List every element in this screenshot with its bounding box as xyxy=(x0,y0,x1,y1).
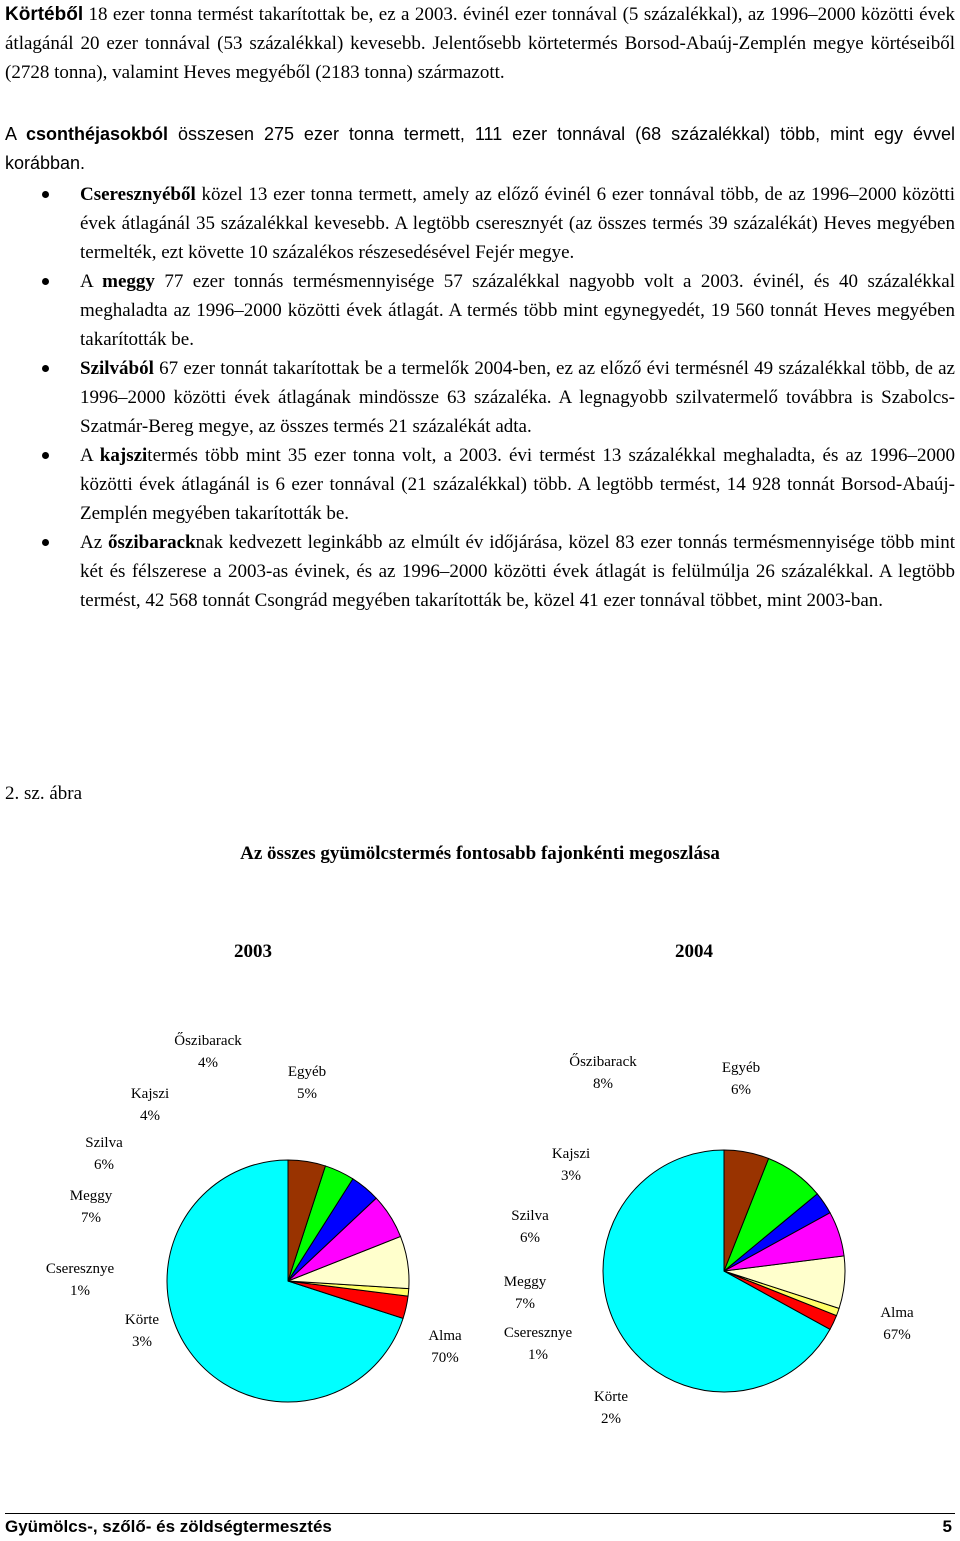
pie-label-value-2004-5: 3% xyxy=(561,1168,581,1184)
bullet-text: nak kedvezett leginkább az elmúlt év időjárása, közel 83 ezer tonnás termésmennyisége több mint két és félszerese a 2003-as évinek, és az 1996–2000 közötti évek átlagát is felülmúlja 26 százalékkal. A legtöbb termést, 42 568 tonnát Csongrád megyében takarították be, közel 41 ezer tonnával többet, mint 2003-ban. xyxy=(80,532,955,611)
pie-label-name-2003-4: Szilva xyxy=(85,1135,123,1151)
pie-label-value-2004-0: 67% xyxy=(883,1327,911,1343)
bullet-keyword: Cseresznyéből xyxy=(80,184,196,205)
pie-label-name-2003-6: Őszibarack xyxy=(174,1033,242,1049)
pie-label-name-2004-0: Alma xyxy=(880,1305,914,1321)
pie-label-value-2003-4: 6% xyxy=(94,1157,114,1173)
bullet-text: termés több mint 35 ezer tonna volt, a 2003. évi termést 13 százalékkal meghaladta, és az 1996–2000 közötti évek átlagánál is 6 ezer tonnával (21 százalékkal) több. A legtöbb termést, 14 928 tonnát Borsod-Abaúj-Zemplén megyében takarították be. xyxy=(80,445,955,524)
pie-label-value-2004-3: 7% xyxy=(515,1296,535,1312)
bullet-kajszi xyxy=(0,441,955,528)
pie-label-name-2003-0: Alma xyxy=(428,1328,462,1344)
pie-label-value-2003-7: 5% xyxy=(297,1086,317,1102)
bullet-oszibarack xyxy=(0,528,955,615)
bullet-keyword: Szilvából xyxy=(80,358,154,379)
chart-year-2004: 2004 xyxy=(675,941,713,962)
bullet-dot xyxy=(42,452,49,459)
bullet-pre: Az xyxy=(80,532,109,553)
pie-label-name-2003-1: Körte xyxy=(124,1312,160,1328)
pie-charts xyxy=(0,1020,960,1470)
pie-label-value-2004-6: 8% xyxy=(593,1076,613,1092)
bullet-text: közel 13 ezer tonna termett, amely az előző évinél 6 ezer tonnával több, de az 1996–2000 közötti évek átlagánál 35 százalékkal kevesebb. A legtöbb cseresznyét (az összes termés 39 százalékát) Heves megyében termelték, ezt követte 10 százalékos részesedésével Fejér megye. xyxy=(80,184,955,263)
paragraph-korte xyxy=(5,0,955,87)
paragraph-csonthejasok-lead: csonthéjasokból xyxy=(25,124,168,144)
bullet-dot xyxy=(42,539,49,546)
pie-label-value-2003-6: 4% xyxy=(198,1055,218,1071)
pie-label-name-2004-2: Cseresznye xyxy=(503,1325,573,1341)
pie-label-value-2004-4: 6% xyxy=(520,1230,540,1246)
paragraph-korte-text: 18 ezer tonna termést takarítottak be, ez a 2003. évinél ezer tonnával (5 százalékkal), az 1996–2000 közötti évek átlagánál 20 ezer tonnával (53 százalékkal) kevesebb. Jelentősebb körtetermés Borsod-Abaúj-Zemplén megye körtéseiből (2728 tonna), valamint Heves megyéből (2183 tonna) származott. xyxy=(5,4,955,83)
pie-label-value-2003-5: 4% xyxy=(140,1108,160,1124)
bullet-keyword: őszibarack xyxy=(108,532,196,553)
pie-label-value-2003-1: 3% xyxy=(132,1334,152,1350)
footer-title: Gyümölcs-, szőlő- és zöldségtermesztés xyxy=(5,1517,332,1536)
bullet-keyword: kajszi xyxy=(99,445,148,466)
chart-year-2003: 2003 xyxy=(234,941,272,962)
bullet-cseresznye xyxy=(0,180,955,267)
paragraph-csonthejasok xyxy=(5,120,955,178)
fruit-bullet-list xyxy=(0,180,960,615)
pie-label-name-2003-3: Meggy xyxy=(69,1188,113,1204)
paragraph-korte-lead: Körtéből xyxy=(5,4,84,25)
pie-label-name-2003-7: Egyéb xyxy=(287,1064,327,1080)
pie-label-value-2003-0: 70% xyxy=(431,1350,459,1366)
bullet-dot xyxy=(42,365,49,372)
bullet-pre: A xyxy=(80,271,103,292)
pie-label-name-2003-5: Kajszi xyxy=(130,1086,170,1102)
bullet-pre: A xyxy=(80,445,100,466)
figure-label: 2. sz. ábra xyxy=(5,783,83,804)
pie-label-name-2004-5: Kajszi xyxy=(551,1146,591,1162)
page-number: 5 xyxy=(942,1517,952,1536)
pie-label-value-2003-3: 7% xyxy=(81,1210,101,1226)
figure-title: Az összes gyümölcstermés fontosabb fajonkénti megoszlása xyxy=(240,843,720,864)
pie-label-value-2004-2: 1% xyxy=(528,1347,548,1363)
bullet-keyword: meggy xyxy=(102,271,155,292)
pie-label-name-2004-7: Egyéb xyxy=(721,1060,761,1076)
bullet-dot xyxy=(42,191,49,198)
bullet-szilva xyxy=(0,354,955,441)
pie-label-value-2003-2: 1% xyxy=(70,1283,90,1299)
bullet-text: 67 ezer tonnát takarítottak be a termelők 2004-ben, ez az előző évi termésnél 49 százalékkal több, de az 1996–2000 közötti évek átlagának mindössze 63 százaléka. A legnagyobb szilvatermelő továbbra is Szabolcs-Szatmár-Bereg megye, az összes termés 21 százalékát adta. xyxy=(80,358,955,437)
paragraph-csonthejasok-pre: A xyxy=(5,124,26,144)
pie-label-name-2003-2: Cseresznye xyxy=(45,1261,115,1277)
footer-divider xyxy=(5,1513,955,1514)
bullet-meggy xyxy=(0,267,955,354)
pie-label-name-2004-3: Meggy xyxy=(503,1274,547,1290)
bullet-text: 77 ezer tonnás termésmennyisége 57 százalékkal nagyobb volt a 2003. évinél, és 40 százalékkal meghaladta az 1996–2000 közötti évek átlagát. A termés több mint egynegyedét, 19 560 tonnát Heves megyében takarították be. xyxy=(80,271,955,350)
bullet-dot xyxy=(42,278,49,285)
paragraph-csonthejasok-text: összesen 275 ezer tonna termett, 111 ezer tonnával (68 százalékkal) több, mint egy évvel korábban. xyxy=(5,124,955,173)
pie-label-name-2004-4: Szilva xyxy=(511,1208,549,1224)
pie-label-name-2004-1: Körte xyxy=(593,1389,629,1405)
pie-label-value-2004-1: 2% xyxy=(601,1411,621,1427)
pie-label-value-2004-7: 6% xyxy=(731,1082,751,1098)
pie-label-name-2004-6: Őszibarack xyxy=(569,1054,637,1070)
